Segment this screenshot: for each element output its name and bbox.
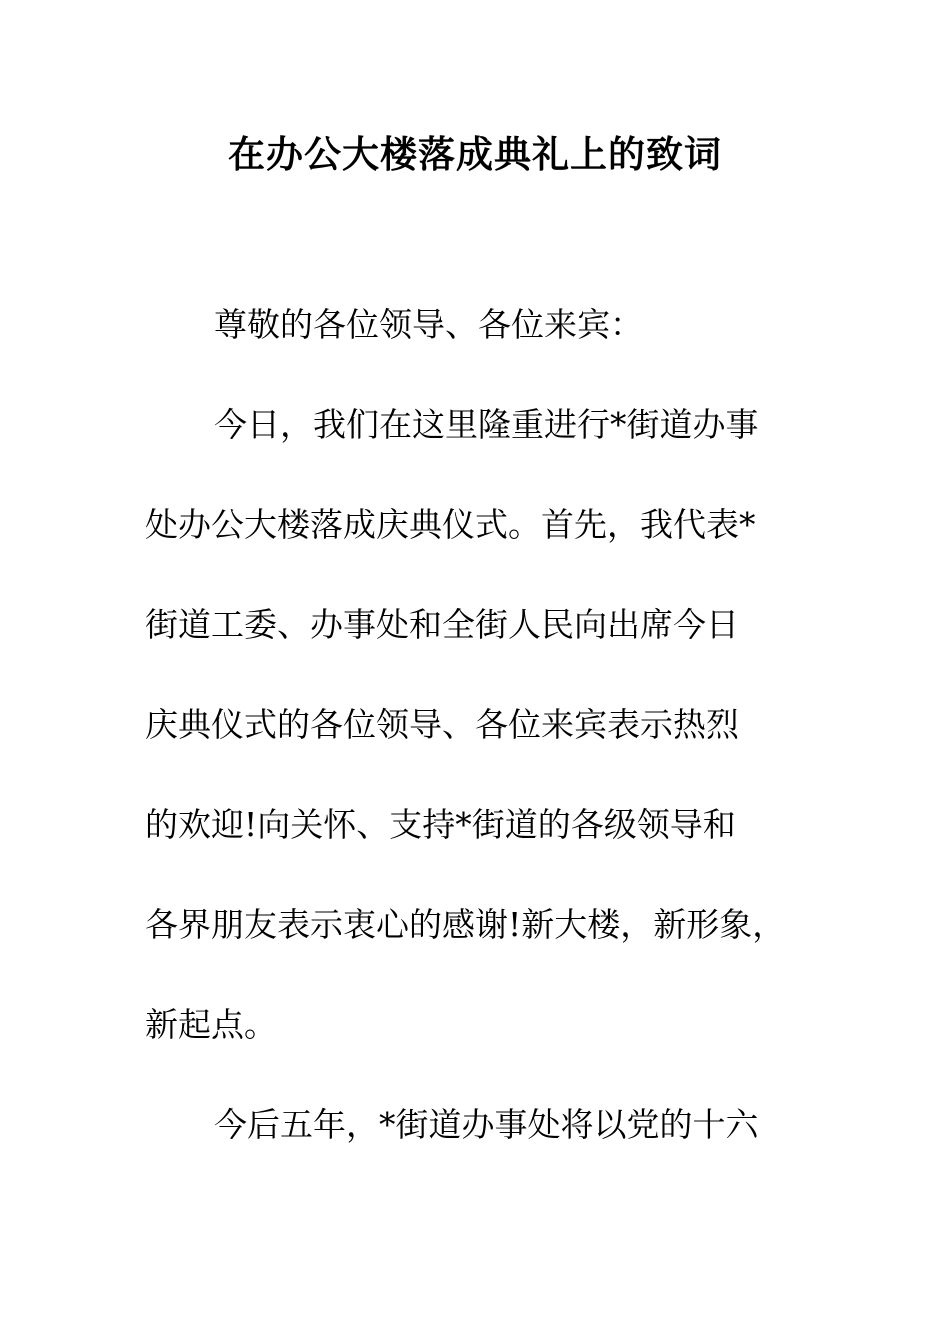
paragraph-line: 新起点。: [145, 1005, 277, 1044]
paragraph-line: 今日，我们在这里隆重进行*街道办事: [214, 405, 759, 444]
paragraph-line: 各界朋友表示衷心的感谢!新大楼，新形象，: [145, 905, 786, 944]
paragraph-line: 处办公大楼落成庆典仪式。首先，我代表*: [145, 505, 756, 544]
paragraph-line: 的欢迎!向关怀、支持*街道的各级领导和: [145, 805, 736, 844]
paragraph-line: 今后五年，*街道办事处将以党的十六: [214, 1105, 759, 1144]
paragraph-line: 街道工委、办事处和全街人民向出席今日: [145, 605, 739, 644]
salutation-line: 尊敬的各位领导、各位来宾：: [214, 305, 643, 344]
paragraph-line: 庆典仪式的各位领导、各位来宾表示热烈: [145, 705, 739, 744]
document-title: 在办公大楼落成典礼上的致词: [228, 132, 722, 176]
